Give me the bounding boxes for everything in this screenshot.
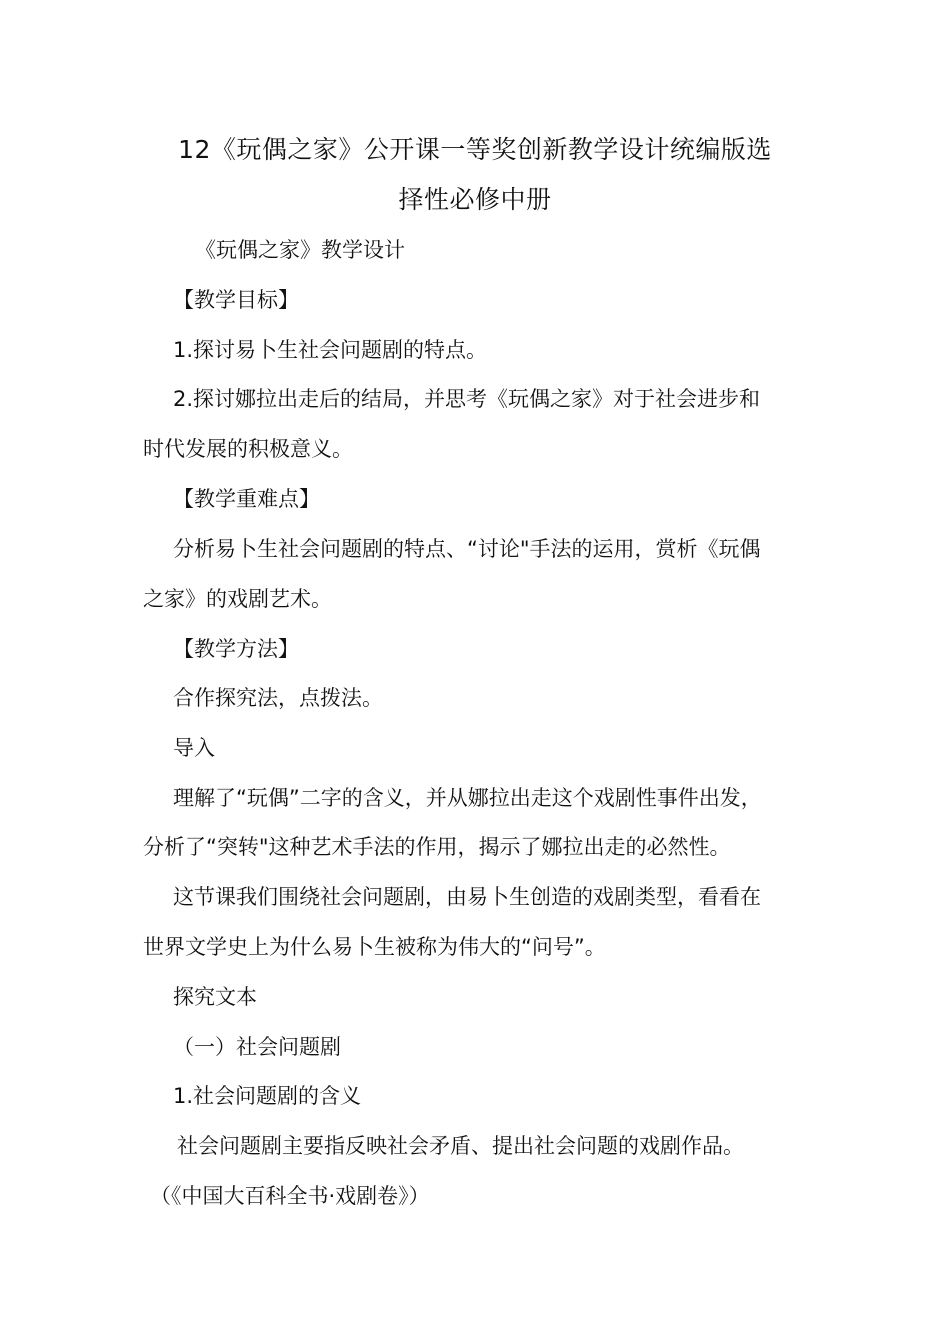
objective-2-line-1: 2.探讨娜拉出走后的结局，并思考《玩偶之家》对于社会进步和 xyxy=(173,387,761,411)
heading-introduction: 导入 xyxy=(173,736,215,760)
heading-objectives: 【教学目标】 xyxy=(173,288,299,312)
key-points-line-2: 之家》的戏剧艺术。 xyxy=(143,587,332,611)
subheading-definition: 1.社会问题剧的含义 xyxy=(173,1084,362,1108)
intro-paragraph-1-line-2: 分析了“突转"这种艺术手法的作用，揭示了娜拉出走的必然性。 xyxy=(143,835,731,859)
definition-source: （《中国大百科全书·戏剧卷》） xyxy=(150,1184,430,1208)
intro-paragraph-2-line-2: 世界文学史上为什么易卜生被称为伟大的“问号”。 xyxy=(143,935,606,959)
document-title-line-1: 12《玩偶之家》公开课一等奖创新教学设计统编版选 xyxy=(178,135,772,164)
heading-key-points: 【教学重难点】 xyxy=(173,487,320,511)
document-title-line-2: 择性必修中册 xyxy=(398,185,552,214)
heading-methods: 【教学方法】 xyxy=(173,637,299,661)
objective-1: 1.探讨易卜生社会问题剧的特点。 xyxy=(173,338,488,362)
objective-2-line-2: 时代发展的积极意义。 xyxy=(143,437,353,461)
intro-paragraph-2-line-1: 这节课我们围绕社会问题剧，由易卜生创造的戏剧类型，看看在 xyxy=(173,885,761,909)
heading-explore-text: 探究文本 xyxy=(173,985,257,1009)
subheading-social-problem-play: （一）社会问题剧 xyxy=(173,1035,341,1059)
methods-text: 合作探究法，点拨法。 xyxy=(173,686,383,710)
definition-text: 社会问题剧主要指反映社会矛盾、提出社会问题的戏剧作品。 xyxy=(177,1134,744,1158)
key-points-line-1: 分析易卜生社会问题剧的特点、“讨论"手法的运用，赏析《玩偶 xyxy=(173,537,761,561)
intro-paragraph-1-line-1: 理解了“玩偶”二字的含义，并从娜拉出走这个戏剧性事件出发， xyxy=(173,786,762,810)
section-heading-design: 《玩偶之家》教学设计 xyxy=(195,238,405,262)
